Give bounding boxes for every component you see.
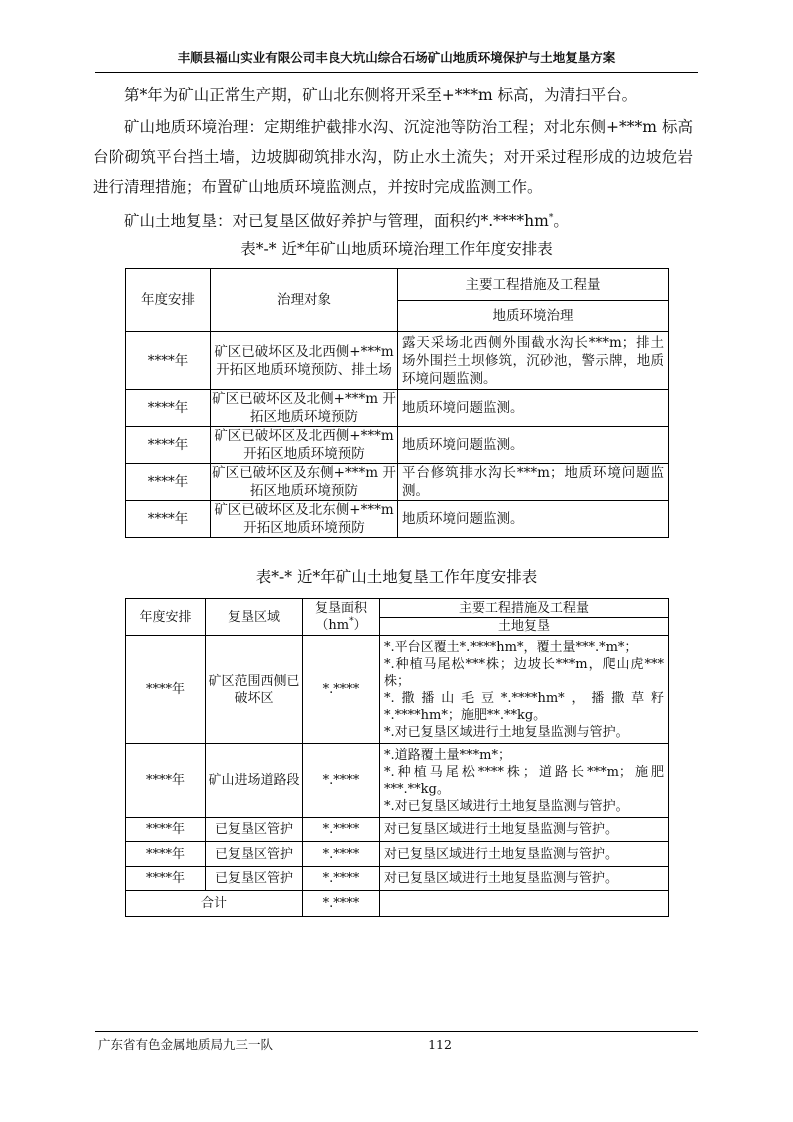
t1-row-object: 矿区已破坏区及北西侧+***m 开拓区地质环境预防、排土场 [211, 332, 398, 390]
t2-row-year: ****年 [126, 744, 206, 818]
measure-line: *.种植马尾松***株；边坡长***m，爬山虎***株； [384, 656, 664, 689]
t1-row-object: 矿区已破坏区及北西侧+***m 开拓区地质环境预防 [211, 427, 398, 464]
header-rule [95, 72, 698, 73]
measure-line: *.对已复垦区域进行土地复垦监测与管护。 [384, 724, 629, 740]
measure-line: *.平台区覆土*.****hm*，覆土量***.*m*； [384, 639, 638, 655]
t2-row-area: 矿区范围西侧已破坏区 [206, 636, 303, 744]
table-row [126, 501, 669, 538]
table-total-row [126, 891, 669, 917]
measure-line: *.对已复垦区域进行土地复垦监测与管护。 [384, 798, 629, 814]
t2-row-measure: 对已复垦区域进行土地复垦监测与管护。 [380, 842, 669, 867]
table-row [126, 390, 669, 427]
measure-line: *.种植马尾松****株；道路长***m；施肥***.**kg。 [384, 764, 664, 797]
t2-row-area: 已复垦区管护 [206, 842, 303, 867]
t2-row-size: *.**** [303, 744, 380, 818]
paragraph-production-period: 第*年为矿山正常生产期，矿山北东侧将开采至+***m 标高，为清扫平台。 [124, 86, 638, 104]
t2-row-area: 已复垦区管护 [206, 818, 303, 842]
t1-row-year: ****年 [126, 332, 211, 390]
unit-superscript: * [349, 616, 354, 627]
t2-row-size: *.**** [303, 636, 380, 744]
unit-close: ） [353, 618, 367, 633]
unit-superscript: * [548, 212, 554, 223]
t1-header-sub: 地质环境治理 [398, 301, 669, 332]
footer-organization: 广东省有色金属地质局九三一队 [98, 1037, 274, 1052]
t1-row-object: 矿区已破坏区及北侧+***m 开拓区地质环境预防 [212, 391, 396, 425]
t2-total-measure [380, 891, 669, 917]
table-row [126, 842, 669, 867]
t1-row-object: 矿区已破坏区及北东侧+***m 开拓区地质环境预防 [211, 501, 398, 538]
table-row [126, 818, 669, 842]
table-row [126, 427, 669, 464]
t2-header-measures: 主要工程措施及工程量 [380, 599, 669, 618]
t2-row-measure: 对已复垦区域进行土地复垦监测与管护。 [380, 867, 669, 891]
t2-row-year: ****年 [126, 636, 206, 744]
t2-row-measure: 对已复垦区域进行土地复垦监测与管护。 [380, 818, 669, 842]
t2-header-size-label: 复垦面积 [314, 601, 367, 616]
t2-header-area: 复垦区域 [206, 599, 303, 636]
t2-row-area: 矿山进场道路段 [206, 744, 303, 818]
paragraph-land-reclamation-text: 矿山土地复垦：对已复垦区做好养护与管理，面积约*.****hm [124, 212, 549, 230]
t2-header-year: 年度安排 [126, 599, 206, 636]
table1-caption: 表*-* 近*年矿山地质环境治理工作年度安排表 [240, 240, 553, 258]
t2-header-size-unit [303, 617, 379, 634]
paragraph-geo-environment: 矿山地质环境治理：定期维护截排水沟、沉淀池等防治工程；对北东侧+***m 标高台阶砌筑平台挡土墙，边坡脚砌筑排水沟，防止水土流失；对开采过程形成的边坡危岩进行清理措施；布置矿山地质环境监测点，并按时完成监测工作。 [93, 118, 693, 196]
t2-row-size: *.**** [303, 867, 380, 891]
measure-line: *.道路覆土量***m*； [384, 747, 511, 763]
paragraph-end-punct: 。 [553, 212, 569, 230]
t2-row-measure [380, 636, 669, 744]
t1-header-year: 年度安排 [126, 269, 211, 332]
t1-row-year: ****年 [126, 501, 211, 538]
t2-header-size [303, 599, 380, 636]
geo-environment-schedule-table [125, 268, 669, 538]
measure-line: *.撒播山毛豆*.****hm*，播撒草籽*.****hm*；施肥**.**kg。 [384, 690, 664, 723]
land-reclamation-schedule-table [125, 598, 669, 917]
t2-total-label: 合计 [126, 891, 303, 917]
t2-row-year: ****年 [126, 842, 206, 867]
t1-row-measure: 地质环境问题监测。 [398, 390, 669, 427]
t2-row-year: ****年 [126, 867, 206, 891]
t2-row-year: ****年 [126, 818, 206, 842]
table-row [126, 464, 669, 501]
t1-row-object: 矿区已破坏区及东侧+***m 开拓区地质环境预防 [212, 465, 396, 499]
t1-row-year: ****年 [126, 427, 211, 464]
t2-row-size: *.**** [303, 818, 380, 842]
t1-header-measures: 主要工程措施及工程量 [398, 269, 669, 301]
t2-row-size: *.**** [303, 842, 380, 867]
table-row [126, 867, 669, 891]
t2-header-sub: 土地复垦 [380, 618, 669, 636]
table2-caption: 表*-* 近*年矿山土地复垦工作年度安排表 [255, 568, 538, 586]
t2-total-size: *.**** [303, 891, 380, 917]
unit-text: （hm [315, 618, 350, 633]
t1-header-object: 治理对象 [211, 269, 398, 332]
t1-row-year: ****年 [126, 464, 211, 501]
t2-row-area: 已复垦区管护 [206, 867, 303, 891]
t1-row-year: ****年 [126, 390, 211, 427]
table-row [126, 744, 669, 818]
t1-row-measure: 地质环境问题监测。 [398, 427, 669, 464]
t1-row-measure: 露天采场北西侧外围截水沟长***m；排土场外围拦土坝修筑，沉砂池，警示牌，地质环境问题监测。 [398, 332, 669, 390]
paragraph-land-reclamation [93, 206, 693, 236]
table-row [126, 332, 669, 390]
t2-row-measure [380, 744, 669, 818]
t1-row-measure: 平台修筑排水沟长***m；地质环境问题监测。 [398, 464, 669, 501]
page-header: 丰顺县福山实业有限公司丰良大坑山综合石场矿山地质环境保护与土地复垦方案 [177, 50, 616, 65]
footer-rule [95, 1031, 698, 1032]
table-row [126, 636, 669, 744]
page-number: 112 [428, 1037, 452, 1052]
t1-row-measure: 地质环境问题监测。 [398, 501, 669, 538]
